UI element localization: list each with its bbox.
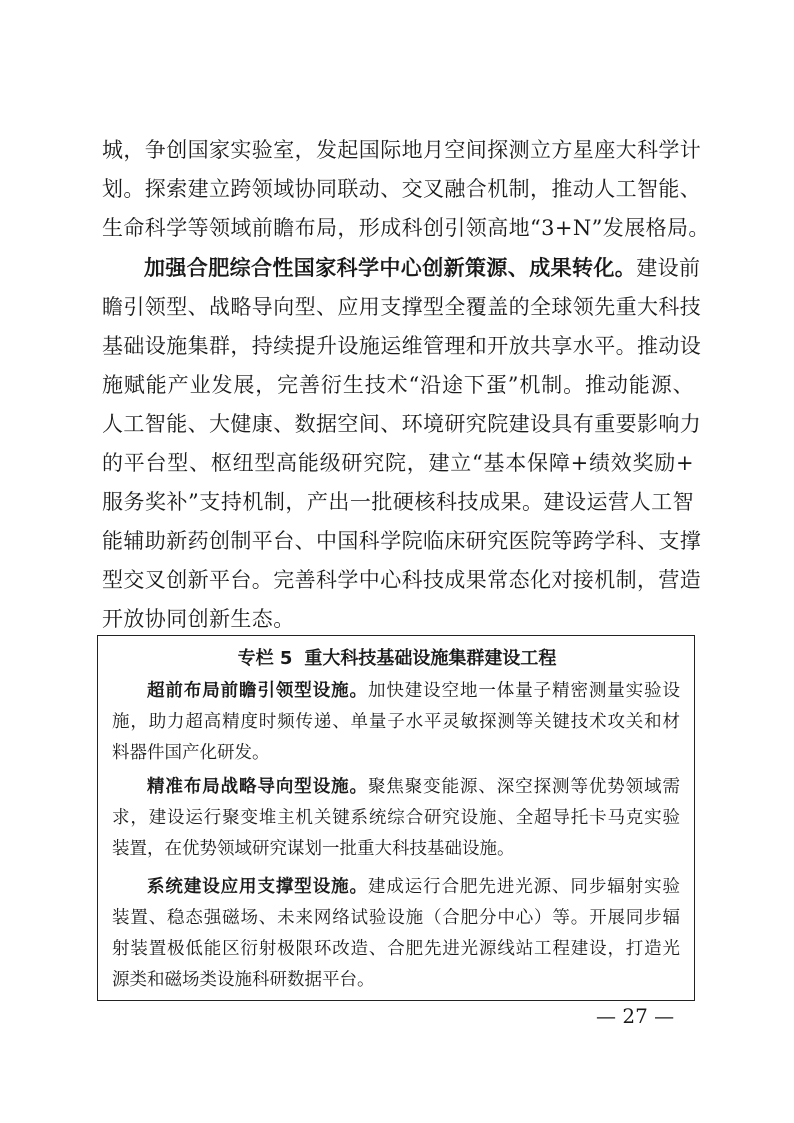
text-line: 开放协同创新生态。 [102, 607, 295, 631]
page-number: — 27 — [596, 1004, 675, 1028]
text-fragment: 建成运行合肥先进光源、同步辐射实验 [367, 877, 681, 897]
text-fragment: 加快建设空地一体量子精密测量实验设 [367, 681, 681, 701]
text-fragment: 建设前 [636, 256, 701, 280]
box-text-line: 源类和磁场类设施科研数据平台。 [112, 970, 375, 990]
box-item-heading: 精准布局战略导向型设施。 [147, 777, 368, 797]
box-item-first-line [147, 872, 680, 902]
box-item-heading: 系统建设应用支撑型设施。 [147, 877, 368, 897]
box-title [98, 645, 696, 673]
box-item-heading: 超前布局前瞻引领型设施。 [147, 681, 368, 701]
paragraph-first-line [144, 249, 701, 287]
text-line: 施赋能产业发展，完善衍生技术“沿途下蛋”机制。推动能源、 [102, 373, 694, 397]
text-line: 人工智能、大健康、数据空间、环境研究院建设具有重要影响力 [102, 412, 702, 436]
feature-box [97, 635, 695, 1001]
text-line: 城，争创国家实验室，发起国际地月空间探测立方星座大科学计 [102, 138, 702, 162]
box-label: 专栏 5 [237, 648, 293, 669]
text-line: 生命科学等领域前瞻布局，形成科创引领高地“3+N”发展格局。 [102, 216, 710, 240]
text-line: 能辅助新药创制平台、中国科学院临床研究医院等跨学科、支撑 [102, 529, 702, 553]
box-text-line: 装置，在优势领域研究谋划一批重大科技基础设施。 [112, 839, 515, 859]
box-text-line: 施，助力超高精度时频传递、单量子水平灵敏探测等关键技术攻关和材 [112, 712, 680, 732]
box-text-line: 求，建设运行聚变堆主机关键系统综合研究设施、全超导托卡马克实验 [112, 808, 680, 828]
box-text-line: 料器件国产化研发。 [112, 743, 270, 763]
paragraph-heading: 加强合肥综合性国家科学中心创新策源、成果转化。 [144, 255, 637, 280]
box-text-line: 射装置极低能区衍射极限环改造、合肥先进光源线站工程建设，打造光 [112, 939, 680, 959]
box-item-first-line [147, 772, 680, 802]
text-line: 服务奖补”支持机制，产出一批硬核科技成果。建设运营人工智 [102, 490, 694, 514]
box-item-first-line [147, 676, 680, 706]
box-title-text: 重大科技基础设施集群建设工程 [304, 648, 557, 669]
text-line: 基础设施集群，持续提升设施运维管理和开放共享水平。推动设 [102, 334, 702, 358]
text-line: 型交叉创新平台。完善科学中心科技成果常态化对接机制，营造 [102, 568, 702, 592]
box-text-line: 装置、稳态强磁场、未来网络试验设施（合肥分中心）等。开展同步辐 [112, 908, 680, 928]
text-line: 的平台型、枢纽型高能级研究院，建立“基本保障+绩效奖励+ [102, 451, 694, 475]
text-line: 瞻引领型、战略导向型、应用支撑型全覆盖的全球领先重大科技 [102, 295, 702, 319]
text-line: 划。探索建立跨领域协同联动、交叉融合机制，推动人工智能、 [102, 177, 702, 201]
text-fragment: 聚焦聚变能源、深空探测等优势领域需 [367, 777, 681, 797]
